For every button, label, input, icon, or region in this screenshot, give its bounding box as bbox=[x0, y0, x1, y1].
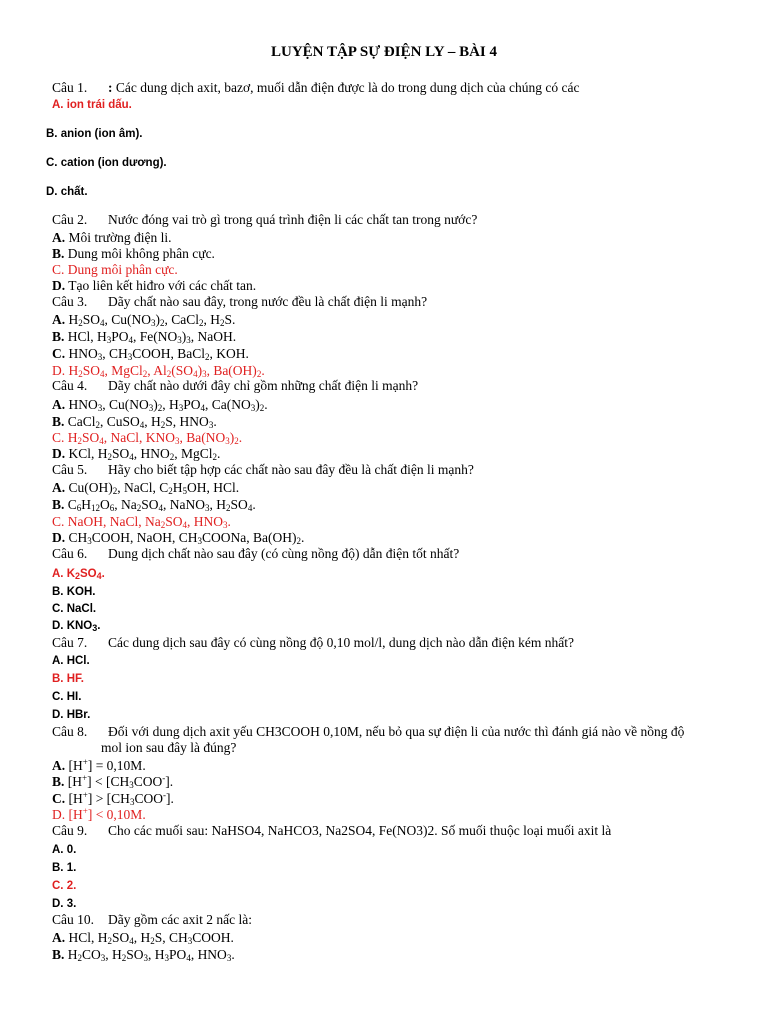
question-3: Câu 3. Dãy chất nào sau đây, trong nước đều là chất điện li mạnh? bbox=[52, 294, 428, 309]
q6-option-a: A. $K_2SO_4$. bbox=[52, 568, 105, 581]
q3-option-a: A. $H_2SO_4$, $Cu(NO_3)_2$, CaCl$_2$, $H_2S$. bbox=[52, 312, 236, 328]
q8-option-d: D. [H+] < 0,10M. bbox=[52, 806, 146, 822]
question-7: Câu 7. Các dung dịch sau đây có cùng nồng độ 0,10 mol/l, dung dịch nào dẫn điện kém nhất? bbox=[52, 635, 575, 650]
q6-option-d: D. $KNO_3$. bbox=[52, 620, 101, 633]
q5-option-b: B. $C_6H_{12}O_6$, $Na_2SO_4$, NaNO$_3$, $H_2SO_4$. bbox=[52, 497, 256, 513]
q5-option-d: D. $CH_3COOH$, NaOH, $CH_3COONa$, $Ba(OH)_2$. bbox=[52, 530, 305, 546]
q6-option-b: B. KOH. bbox=[52, 586, 96, 598]
question-1: Câu 1. : Các dung dịch axit, bazơ, muối dẫn điện được là do trong dung dịch của chúng có các bbox=[52, 80, 580, 95]
q7-option-d: D. HBr. bbox=[52, 709, 91, 721]
q10-option-a: A. HCl, $H_2SO_4$, $H_2S$, $CH_3COOH$. bbox=[52, 930, 234, 946]
q4-option-a: A. $HNO_3$, $Cu(NO_3)_2$, $H_3PO_4$, $Ca(NO_3)_2$. bbox=[52, 397, 268, 413]
q7-option-b: B. HF. bbox=[52, 673, 84, 685]
q1-option-b: B. anion (ion âm). bbox=[46, 128, 143, 140]
q4-option-c: C. $H_2SO_4$, NaCl, $KNO_3$, $Ba(NO_3)_2$. bbox=[52, 430, 243, 446]
q2-option-a: A. Môi trường điện li. bbox=[52, 230, 172, 245]
q4-option-b: B. CaCl$_2$, CuSO$_4$, $H_2S$, $HNO_3$. bbox=[52, 414, 217, 430]
q5-option-c: C. NaOH, NaCl, $Na_2SO_4$, $HNO_3$. bbox=[52, 514, 231, 530]
q7-option-c: C. HI. bbox=[52, 691, 82, 703]
question-8: Câu 8. Đối với dung dịch axit yếu CH3COOH 0,10M, nếu bỏ qua sự điện li của nước thì đánh giá nào về nồng độ bbox=[52, 724, 685, 739]
q9-option-c: C. 2. bbox=[52, 880, 77, 892]
q9-option-a: A. 0. bbox=[52, 844, 77, 856]
question-text: Các dung dịch axit, bazơ, muối dẫn điện được là do trong dung dịch của chúng có các bbox=[115, 80, 580, 95]
question-8-cont: mol ion sau đây là đúng? bbox=[101, 740, 237, 755]
q2-option-b: B. Dung môi không phân cực. bbox=[52, 246, 215, 261]
q3-option-c: C. $HNO_3$, $CH_3COOH$, BaCl$_2$, KOH. bbox=[52, 346, 249, 362]
page-title: LUYỆN TẬP SỰ ĐIỆN LY – BÀI 4 bbox=[270, 44, 498, 60]
q2-option-c: C. Dung môi phân cực. bbox=[52, 262, 178, 277]
q1-option-a: A. ion trái dấu. bbox=[52, 99, 132, 111]
q5-option-a: A. $Cu(OH)_2$, NaCl, $C_2H_5OH$, HCl. bbox=[52, 480, 240, 496]
q9-option-d: D. 3. bbox=[52, 898, 77, 910]
q8-option-b: B. $[H^+] < [CH_3COO^-]$. bbox=[52, 773, 174, 790]
question-4: Câu 4. Dãy chất nào dưới đây chỉ gồm những chất điện li mạnh? bbox=[52, 378, 419, 393]
question-6: Câu 6. Dung dịch chất nào sau đây (có cùng nồng độ) dẫn điện tốt nhất? bbox=[52, 546, 460, 561]
q10-option-b: B. $H_2CO_3$, $H_2SO_3$, $H_3PO_4$, $HNO_3$. bbox=[52, 947, 235, 963]
q4-option-d: D. KCl, $H_2SO_4$, $HNO_2$, MgCl$_2$. bbox=[52, 446, 221, 462]
q3-option-d: D. $H_2SO_4$, MgCl$_2$, $Al_2(SO_4)_3$, $Ba(OH)_2$. bbox=[52, 363, 265, 379]
q1-option-d: D. chất. bbox=[46, 186, 88, 198]
question-2: Câu 2. Nước đóng vai trò gì trong quá trình điện li các chất tan trong nước? bbox=[52, 212, 478, 227]
q6-option-c: C. NaCl. bbox=[52, 603, 97, 615]
question-5: Câu 5. Hãy cho biết tập hợp các chất nào sau đây đều là chất điện li mạnh? bbox=[52, 462, 474, 477]
q7-option-a: A. HCl. bbox=[52, 655, 90, 667]
q9-option-b: B. 1. bbox=[52, 862, 77, 874]
q1-option-c: C. cation (ion dương). bbox=[46, 157, 167, 169]
q2-option-d: D. Tạo liên kết hiđro với các chất tan. bbox=[52, 278, 257, 293]
q8-option-a: A. [H+] = 0,10M. bbox=[52, 757, 146, 773]
question-10: Câu 10. Dãy gồm các axit 2 nấc là: bbox=[52, 912, 252, 927]
question-9: Câu 9. Cho các muối sau: NaHSO4, NaHCO3, Na2SO4, Fe(NO3)2. Số muối thuộc loại muối axit là bbox=[52, 823, 612, 838]
question-number: Câu 1. bbox=[52, 80, 88, 95]
q8-option-c: C. $[H^+] > [CH_3COO^-]$. bbox=[52, 790, 174, 807]
q3-option-b: B. HCl, $H_3PO_4$, $Fe(NO_3)_3$, NaOH. bbox=[52, 329, 237, 345]
